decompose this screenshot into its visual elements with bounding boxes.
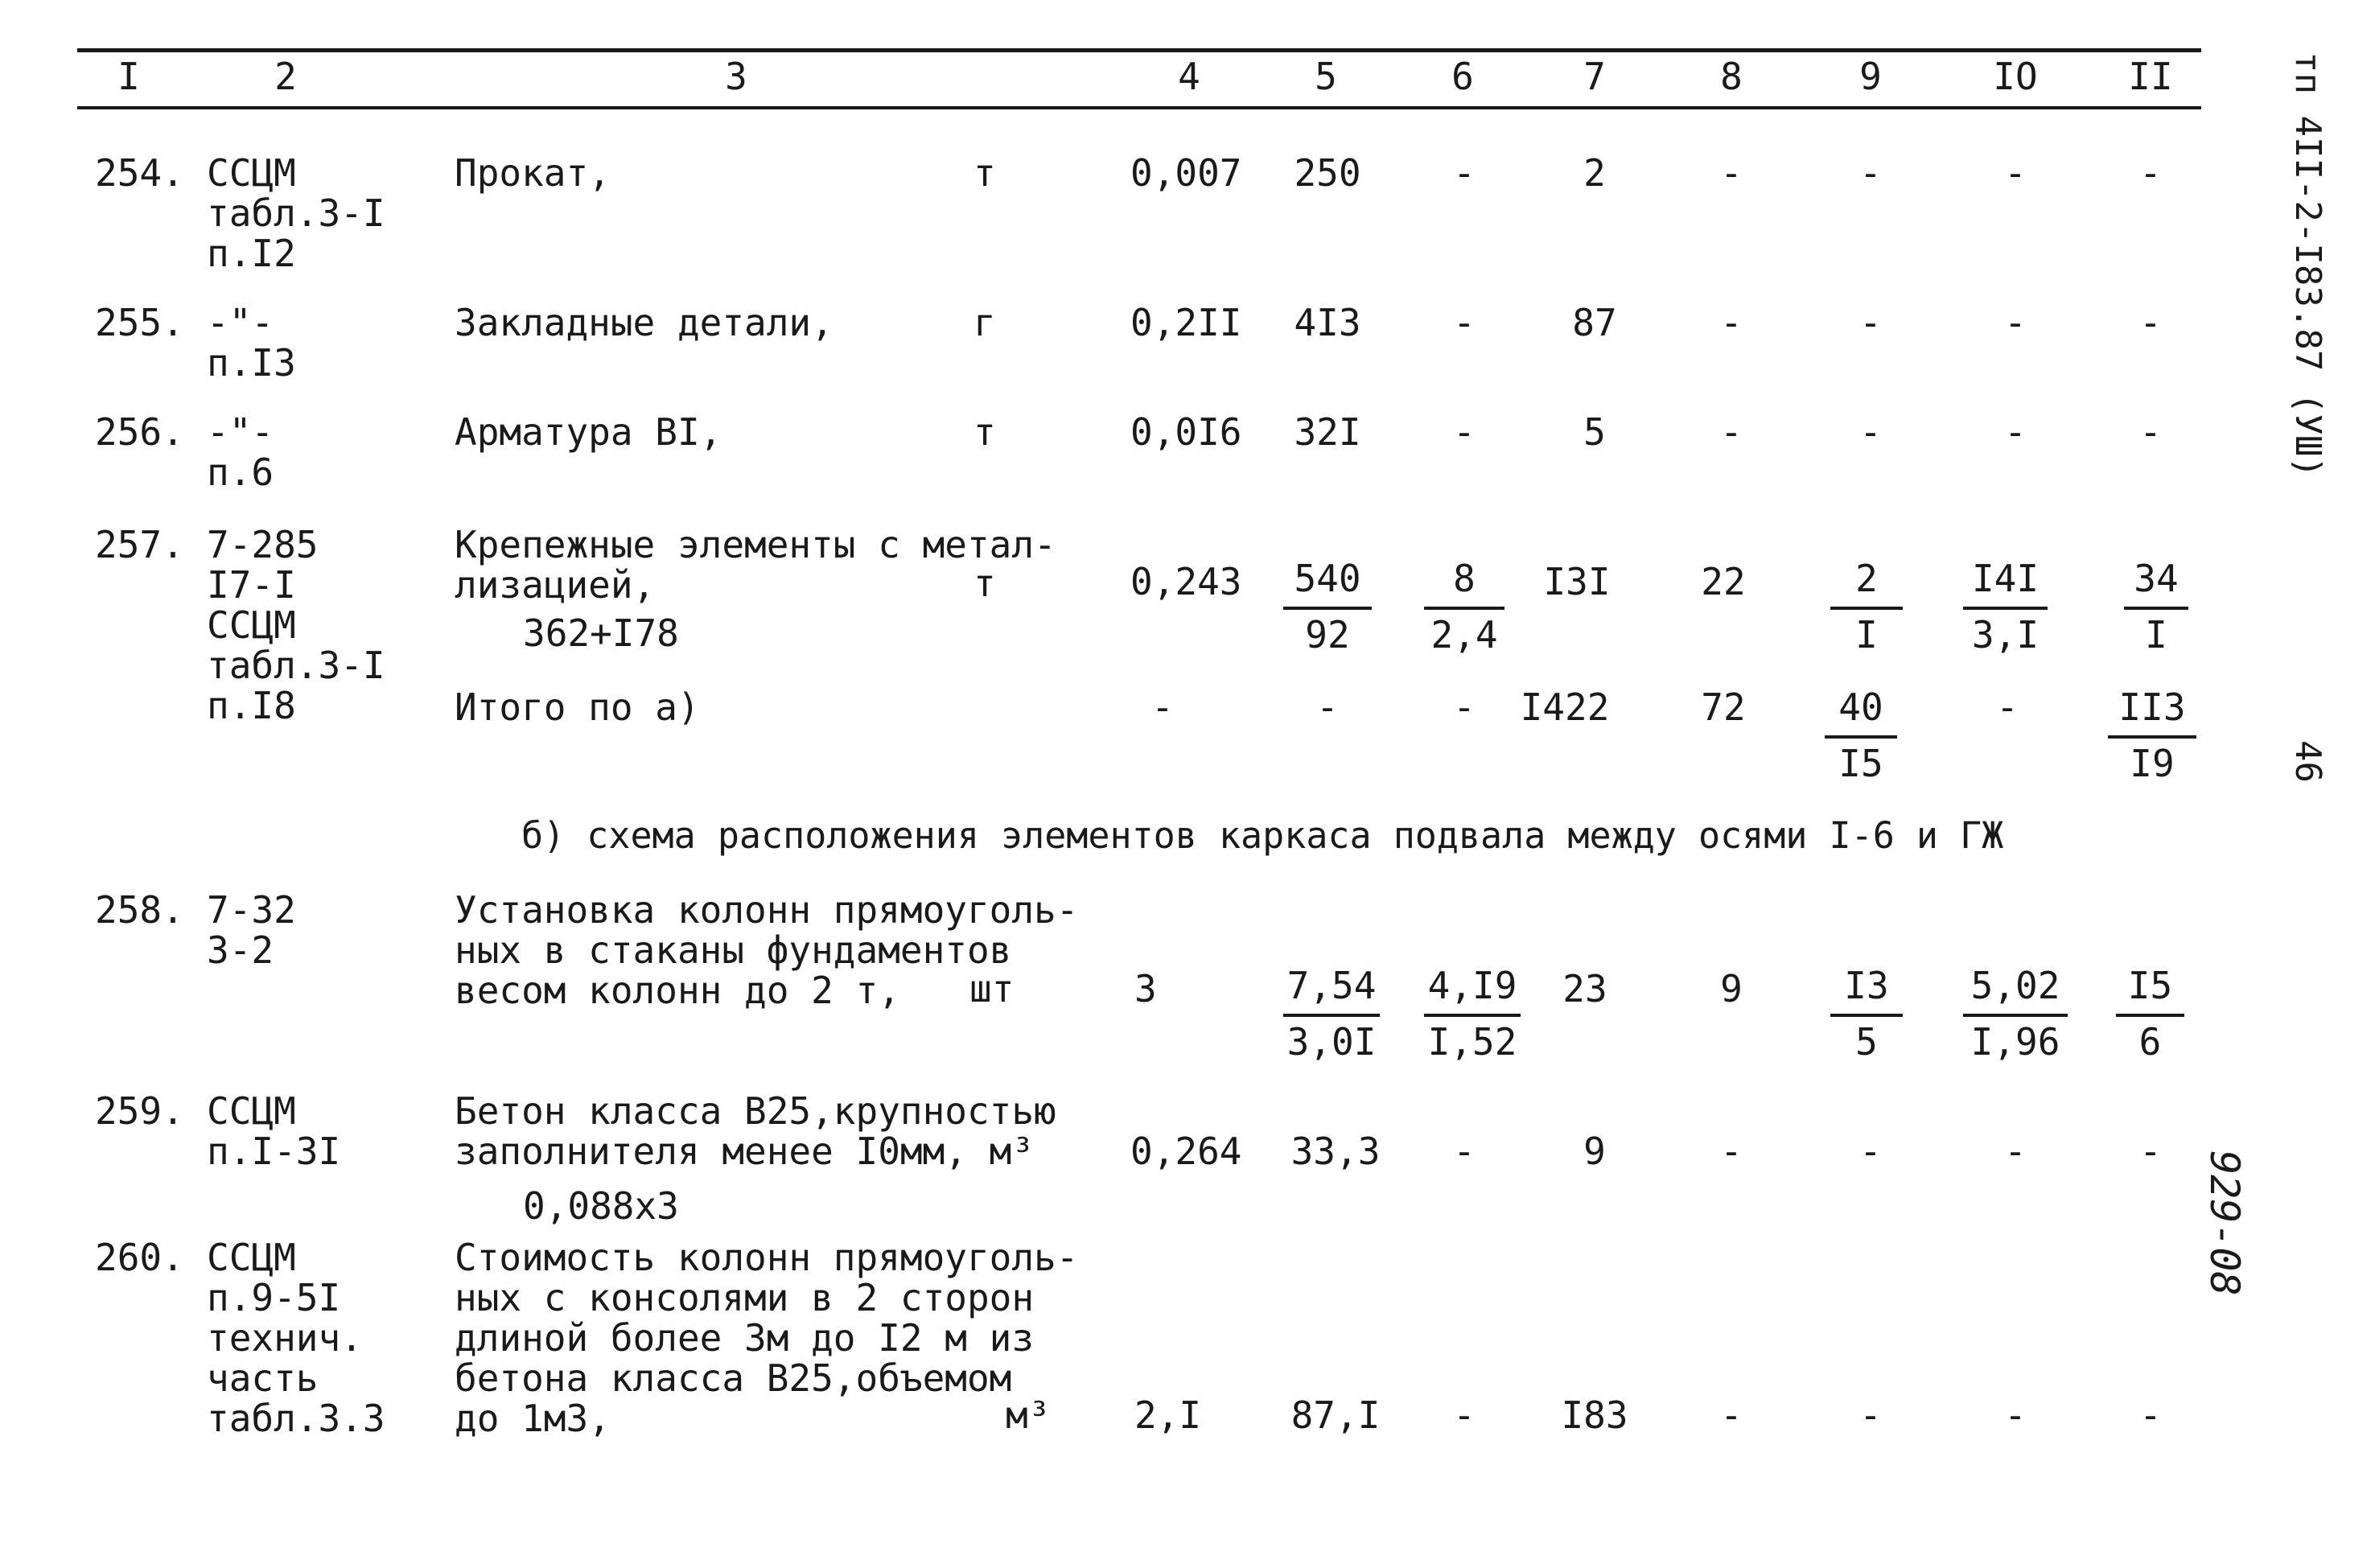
- cell-col11: -: [2139, 410, 2162, 454]
- fraction-denominator: I,96: [1970, 1020, 2060, 1064]
- cell-col5: 250: [1294, 151, 1361, 195]
- row-source: -"- п.6: [207, 410, 274, 494]
- cell-col10: -: [2004, 1130, 2027, 1173]
- cell-col5: -: [1316, 685, 1339, 729]
- fraction-numerator: 540: [1294, 557, 1361, 600]
- fraction-bar: [1830, 1014, 1903, 1017]
- cell-col11: -: [2139, 301, 2162, 344]
- fraction-numerator: I3: [1844, 964, 1889, 1007]
- row-number: 258.: [95, 888, 184, 932]
- row-name: Прокат,: [455, 151, 611, 195]
- cell-col8: -: [1720, 1393, 1743, 1437]
- fraction-denominator: 3,0I: [1286, 1020, 1377, 1064]
- fraction-bar: [2108, 735, 2196, 739]
- row-number: 260.: [95, 1236, 184, 1279]
- cell-col11: -: [2139, 1130, 2162, 1173]
- fraction-denominator: I: [1855, 613, 1878, 656]
- cell-col4: -: [1151, 685, 1174, 729]
- row-unit: м³: [1006, 1393, 1051, 1437]
- table-top-rule: [77, 48, 2201, 52]
- fraction-bar: [2124, 607, 2188, 610]
- cell-col9: -: [1859, 410, 1882, 454]
- cell-col8: 9: [1720, 967, 1743, 1010]
- row-number: 256.: [95, 410, 184, 454]
- stamp-number: 929-08: [2201, 1150, 2248, 1296]
- cell-col7: 23: [1562, 967, 1607, 1010]
- fraction-numerator: 40: [1838, 685, 1883, 729]
- cell-col9: -: [1859, 151, 1882, 195]
- fraction-numerator: 5,02: [1970, 964, 2060, 1007]
- row-name: Арматура BI,: [455, 410, 722, 454]
- fraction-denominator: 3,I: [1971, 613, 2040, 656]
- cell-col11: -: [2139, 151, 2162, 195]
- fraction-bar: [1283, 1014, 1380, 1017]
- row-unit: т: [973, 151, 996, 195]
- fraction-numerator: I5: [2127, 964, 2173, 1007]
- fraction-denominator: I,52: [1427, 1020, 1517, 1064]
- col-header-5: 5: [1315, 55, 1337, 98]
- cell-col8: -: [1720, 410, 1743, 454]
- row-name: Крепежные элементы с метал- лизацией,: [455, 523, 1056, 607]
- fraction-denominator: I5: [1838, 742, 1883, 785]
- row-source: ССЦМ табл.3-I п.I2: [207, 151, 385, 275]
- col-header-4: 4: [1178, 55, 1200, 98]
- fraction-denominator: 2,4: [1430, 613, 1498, 656]
- row-qty: 0,0I6: [1130, 410, 1242, 454]
- col-header-11: II: [2128, 55, 2173, 98]
- cell-col9: -: [1859, 301, 1882, 344]
- row-name: Бетон класса В25,крупностью заполнителя менее I0мм, м³: [455, 1089, 1056, 1173]
- cell-col7: I422: [1520, 685, 1610, 729]
- cell-col7: 5: [1583, 410, 1606, 454]
- cell-col11: -: [2139, 1393, 2162, 1437]
- cell-col6: -: [1453, 151, 1476, 195]
- cell-col8: -: [1720, 1130, 1743, 1173]
- cell-col7: I3I: [1543, 560, 1611, 603]
- fraction-bar: [1424, 1014, 1521, 1017]
- cell-col6: -: [1453, 1393, 1476, 1437]
- fraction-numerator: II3: [2118, 685, 2186, 729]
- cell-col10: -: [2004, 1393, 2027, 1437]
- fraction-numerator: 2: [1855, 557, 1878, 600]
- section-heading: б) схема расположения элементов каркаса подвала между осями I-6 и ГЖ: [521, 814, 2004, 857]
- table-header-rule: [77, 106, 2201, 109]
- cell-col10: -: [2004, 301, 2027, 344]
- fraction-numerator: I4I: [1971, 557, 2040, 600]
- col-header-6: 6: [1451, 55, 1474, 98]
- row-qty: 0,2II: [1130, 301, 1242, 344]
- fraction-denominator: 92: [1305, 613, 1350, 656]
- total-label: Итого по а): [455, 685, 700, 729]
- col-header-7: 7: [1583, 55, 1606, 98]
- row-qty: 0,243: [1130, 560, 1242, 603]
- fraction-bar: [1963, 607, 2048, 610]
- col-header-9: 9: [1859, 55, 1882, 98]
- fraction-bar: [1830, 607, 1903, 610]
- cell-col5: 4I3: [1294, 301, 1361, 344]
- row-number: 259.: [95, 1089, 184, 1133]
- cell-col10: -: [1996, 685, 2019, 729]
- row-qty: 2,I: [1134, 1393, 1202, 1437]
- fraction-bar: [2116, 1014, 2184, 1017]
- col-header-10: IO: [1993, 55, 2038, 98]
- document-code: тп 4II-2-I83.87 (УШ): [2287, 51, 2328, 478]
- row-source: ССЦМ п.9-5I технич. часть табл.3.3: [207, 1236, 385, 1440]
- cell-col7: I83: [1561, 1393, 1628, 1437]
- row-name: Стоимость колонн прямоуголь- ных с консолями в 2 сторон длиной более 3м до I2 м из бетона класса В25,объемом до 1м3,: [455, 1236, 1079, 1440]
- col-header-8: 8: [1720, 55, 1743, 98]
- cell-col8: 22: [1701, 560, 1746, 603]
- cell-col10: -: [2004, 151, 2027, 195]
- cell-col6: -: [1453, 685, 1476, 729]
- fraction-numerator: 4,I9: [1427, 964, 1517, 1007]
- row-unit: г: [973, 301, 996, 344]
- row-name: Установка колонн прямоуголь- ных в стаканы фундаментов весом колонн до 2 т,: [455, 888, 1079, 1012]
- row-qty: 0,264: [1130, 1130, 1242, 1173]
- cell-col9: -: [1859, 1393, 1882, 1437]
- fraction-bar: [1825, 735, 1897, 739]
- cell-col10: -: [2004, 410, 2027, 454]
- row-name: Закладные детали,: [455, 301, 834, 344]
- cell-col7: 87: [1572, 301, 1617, 344]
- fraction-bar: [1424, 607, 1504, 610]
- col-header-2: 2: [274, 55, 297, 98]
- fraction-numerator: 8: [1453, 557, 1476, 600]
- col-header-3: 3: [725, 55, 747, 98]
- row-note: 362+I78: [523, 611, 679, 655]
- cell-col6: -: [1453, 301, 1476, 344]
- row-source: ССЦМ п.I-3I: [207, 1089, 341, 1173]
- row-qty: 0,007: [1130, 151, 1242, 195]
- fraction-denominator: 6: [2138, 1020, 2162, 1064]
- row-unit: т: [973, 562, 996, 605]
- cell-col8: -: [1720, 151, 1743, 195]
- row-source: 7-285 I7-I ССЦМ табл.3-I п.I8: [207, 523, 385, 727]
- cell-col5: 87,I: [1290, 1393, 1381, 1437]
- cell-col8: -: [1720, 301, 1743, 344]
- row-note: 0,088x3: [523, 1184, 679, 1228]
- cell-col5: 33,3: [1290, 1130, 1381, 1173]
- fraction-bar: [1963, 1014, 2068, 1017]
- row-number: 255.: [95, 301, 184, 344]
- row-number: 257.: [95, 523, 184, 566]
- fraction-numerator: 7,54: [1286, 964, 1377, 1007]
- cell-col5: 32I: [1294, 410, 1361, 454]
- page-number: 46: [2287, 740, 2328, 783]
- cell-col7: 2: [1583, 151, 1606, 195]
- cell-col6: -: [1453, 1130, 1476, 1173]
- cell-col8: 72: [1701, 685, 1746, 729]
- row-source: 7-32 3-2: [207, 888, 296, 972]
- fraction-denominator: I: [2145, 613, 2167, 656]
- fraction-numerator: 34: [2134, 557, 2179, 600]
- row-unit: т: [973, 410, 996, 454]
- col-header-1: I: [117, 55, 140, 98]
- fraction-denominator: 5: [1855, 1020, 1878, 1064]
- row-unit: шт: [969, 967, 1015, 1010]
- cell-col6: -: [1453, 410, 1476, 454]
- cell-col7: 9: [1583, 1130, 1606, 1173]
- row-number: 254.: [95, 151, 184, 195]
- row-qty: 3: [1134, 967, 1157, 1010]
- fraction-denominator: I9: [2130, 742, 2175, 785]
- cell-col9: -: [1859, 1130, 1882, 1173]
- fraction-bar: [1283, 607, 1372, 610]
- row-source: -"- п.I3: [207, 301, 296, 385]
